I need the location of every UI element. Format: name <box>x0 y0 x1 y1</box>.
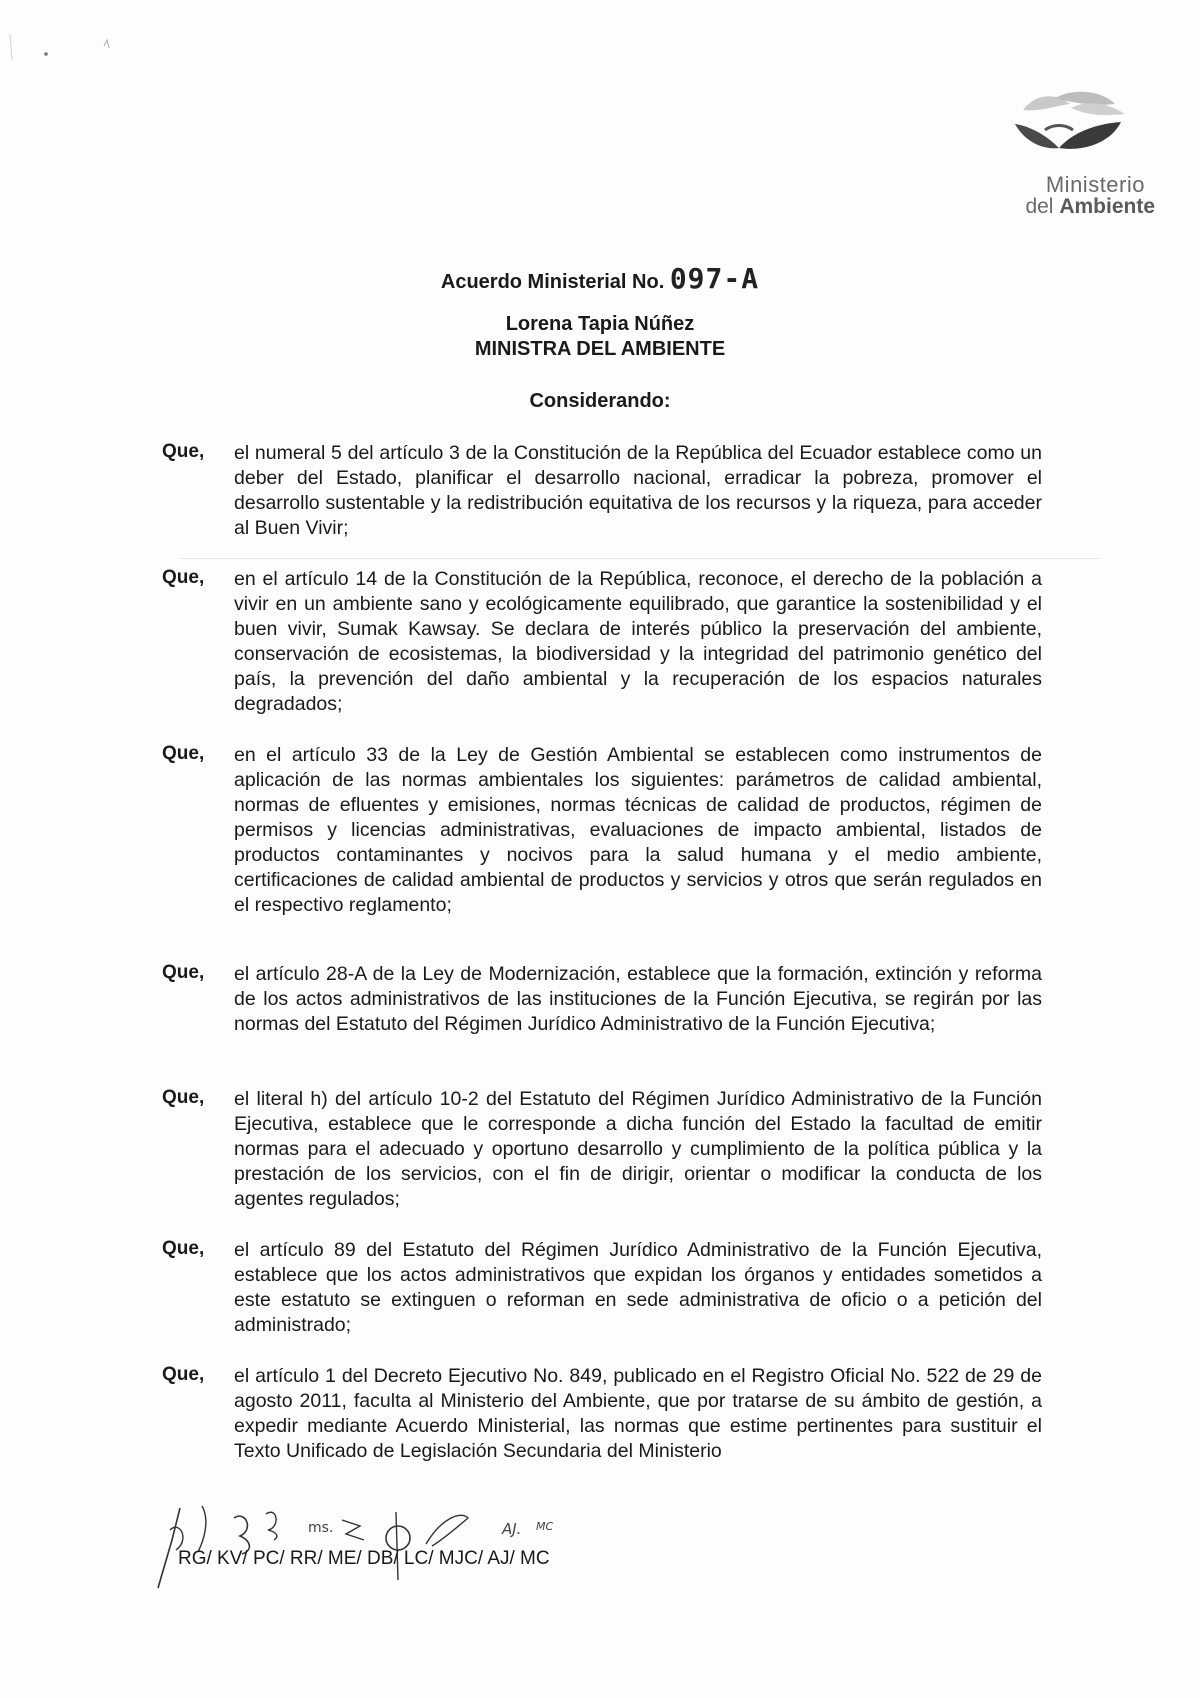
clause-label: Que, <box>162 1238 205 1259</box>
clause-label: Que, <box>162 1364 205 1385</box>
scan-divider <box>180 558 1100 559</box>
svg-text:AJ.: AJ. <box>502 1520 522 1538</box>
clause-label: Que, <box>162 962 205 983</box>
reviewer-initials-block <box>150 1500 650 1590</box>
svg-text:MC: MC <box>536 1520 554 1533</box>
reviewer-initials: RG/ KV/ PC/ RR/ ME/ DB/ LC/ MJC/ AJ/ MC <box>178 1548 550 1569</box>
minister-role: MINISTRA DEL AMBIENTE <box>474 338 726 360</box>
considering-heading: Considerando: <box>529 390 671 412</box>
clause-text: el artículo 89 del Estatuto del Régimen Jurídico Administrativo de la Función Ejecutiva, establece que los actos administrativos que expidan los órganos y entidades sometidos a este estatuto se extinguen o reforman en sede administrativa de oficio o a petición del administrado; <box>234 1239 1042 1336</box>
agreement-title-prefix: Acuerdo Ministerial No. <box>440 271 670 293</box>
scan-speck-marks <box>0 20 140 80</box>
leaf-emblem-icon <box>1015 90 1130 170</box>
agreement-number: 097-A <box>669 262 760 295</box>
logo-text-ambiente-bold: Ambiente <box>1059 195 1155 218</box>
clause-text: en el artículo 14 de la Constitución de la República, reconoce, el derecho de la población a vivir en un ambiente sano y ecológicamente equilibrado, que garantice la sostenibilidad y el buen vivir, Sumak Kawsay. Se declara de interés público la preservación del ambiente, conservación de ecosistemas, la biodiversidad y la integridad del patrimonio genético del país, la prevención del daño ambiental y la recuperación de los espacios naturales degradados; <box>234 568 1042 715</box>
clause-text: el artículo 28-A de la Ley de Modernización, establece que la formación, extinción y reforma de los actos administrativos de las instituciones de la Función Ejecutiva, se regirán por las normas del Estatuto del Régimen Jurídico Administrativo de la Función Ejecutiva; <box>234 963 1042 1035</box>
clause-text: el literal h) del artículo 10-2 del Estatuto del Régimen Jurídico Administrativo de la Función Ejecutiva, establece que le corresponde a dicha función del Estado la facultad de emitir normas para el adecuado y oportuno desarrollo y cumplimiento de la política pública y la prestación de los servicios, con el fin de dirigir, orientar o modificar la conducta de los agentes regulados; <box>234 1088 1042 1210</box>
svg-text:ms.: ms. <box>308 1520 334 1536</box>
clause-label: Que, <box>162 441 205 462</box>
clause-text: el numeral 5 del artículo 3 de la Constitución de la República del Ecuador establece como un deber del Estado, planificar el desarrollo nacional, erradicar la pobreza, promover el desarrollo sustentable y la redistribución equitativa de los recursos y la riqueza, para acceder al Buen Vivir; <box>234 442 1042 539</box>
agreement-title <box>0 262 1200 295</box>
clause-text: en el artículo 33 de la Ley de Gestión Ambiental se establecen como instrumentos de aplicación de las normas ambientales los siguientes: parámetros de calidad ambiental, normas de efluentes y emisiones, normas técnicas de calidad de productos, régimen de permisos y licencias administrativas, evaluaciones de impacto ambiental, listados de productos contaminantes y nocivos para la salud humana y el medio ambiente, certificaciones de calidad ambiental de productos y servicios y otros que serán regulados en el respectivo reglamento; <box>234 744 1042 916</box>
handwritten-signatures-icon <box>150 1500 650 1590</box>
clause-label: Que, <box>162 743 205 764</box>
ministry-logo <box>985 90 1165 220</box>
clause-text: el artículo 1 del Decreto Ejecutivo No. 849, publicado en el Registro Oficial No. 522 de 29 de agosto 2011, faculta al Ministerio del Ambiente, que por tratarse de su ámbito de gestión, a expedir mediante Acuerdo Ministerial, las normas que estime pertinentes para sustituir el Texto Unificado de Legislación Secundaria del Ministerio <box>234 1365 1042 1462</box>
clause-label: Que, <box>162 567 205 588</box>
clause-label: Que, <box>162 1087 205 1108</box>
logo-text-del: del <box>1025 195 1060 218</box>
logo-text-ministerio: Ministerio <box>1045 172 1145 197</box>
minister-name: Lorena Tapia Núñez <box>505 313 695 335</box>
logo-text-ambiente <box>985 195 1155 219</box>
